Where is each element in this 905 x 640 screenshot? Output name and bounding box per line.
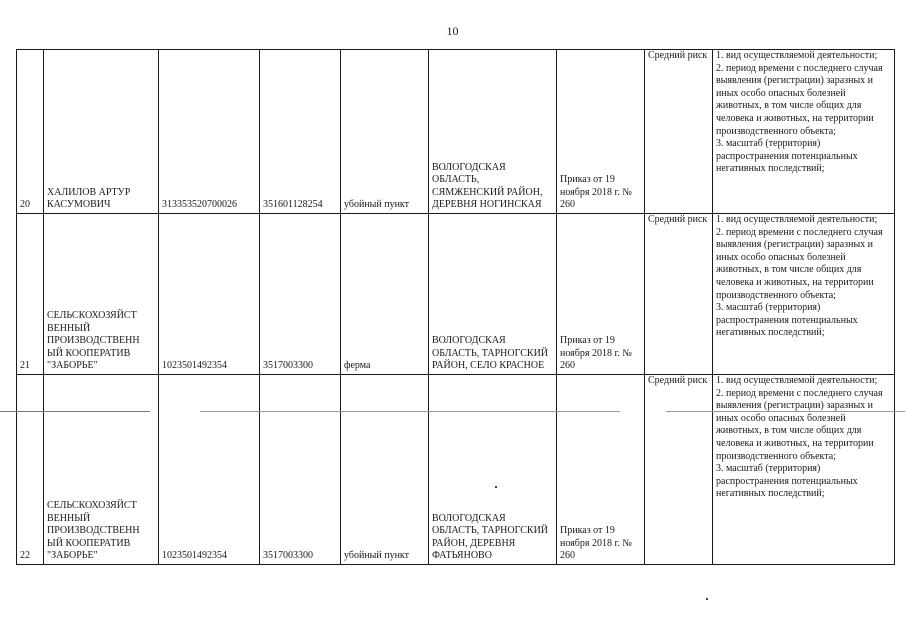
address-cell: ВОЛОГОДСКАЯ ОБЛАСТЬ, ТАРНОГСКИЙ РАЙОН, СЕЛО КРАСНОЕ: [429, 214, 557, 375]
address-cell: ВОЛОГОДСКАЯ ОБЛАСТЬ, ТАРНОГСКИЙ РАЙОН, ДЕРЕВНЯ ФАТЬЯНОВО: [429, 375, 557, 565]
criteria-item: 1. вид осуществляемой деятельности;: [716, 50, 878, 61]
table-row: [17, 375, 895, 565]
inn-cell: 351601128254: [260, 50, 341, 214]
address-cell: ВОЛОГОДСКАЯ ОБЛАСТЬ, СЯМЖЕНСКИЙ РАЙОН, ДЕРЕВНЯ НОГИНСКАЯ: [429, 50, 557, 214]
criteria-item: 2. период времени с последнего случая выявления (регистрации) заразных и иных особо опасных болезней животных, в том числе общих для человека и животных, на территории производственного объекта;: [716, 62, 883, 137]
ogrn-cell: 1023501492354: [159, 214, 260, 375]
risk-category-cell: Средний риск: [645, 375, 713, 565]
object-type-cell: убойный пункт: [341, 50, 429, 214]
ogrn-cell: 1023501492354: [159, 375, 260, 565]
criteria-item: 3. масштаб (территория) распространения потенциальных негативных последствий;: [716, 302, 858, 339]
table-row: [17, 50, 895, 214]
criteria-item: 2. период времени с последнего случая выявления (регистрации) заразных и иных особо опасных болезней животных, в том числе общих для человека и животных, на территории производственного объекта;: [716, 226, 883, 301]
scan-artifact-speck: [706, 598, 708, 600]
criteria-item: 1. вид осуществляемой деятельности;: [716, 214, 878, 225]
criteria-cell: [713, 214, 895, 375]
criteria-item: 3. масштаб (территория) распространения потенциальных негативных последствий;: [716, 463, 858, 500]
scan-artifact-speck: [495, 486, 497, 488]
criteria-item: 1. вид осуществляемой деятельности;: [716, 375, 878, 386]
row-number: 21: [17, 214, 44, 375]
order-cell: Приказ от 19 ноября 2018 г. № 260: [557, 375, 645, 565]
object-type-cell: ферма: [341, 214, 429, 375]
criteria-item: 3. масштаб (территория) распространения потенциальных негативных последствий;: [716, 138, 858, 175]
criteria-cell: [713, 50, 895, 214]
entity-name: СЕЛЬСКОХОЗЯЙСТ ВЕННЫЙ ПРОИЗВОДСТВЕНН ЫЙ КООПЕРАТИВ "ЗАБОРЬЕ": [44, 214, 159, 375]
scan-artifact-line: [0, 411, 150, 412]
row-number: 22: [17, 375, 44, 565]
page-number: 10: [446, 24, 459, 38]
risk-category-cell: Средний риск: [645, 50, 713, 214]
entity-name: СЕЛЬСКОХОЗЯЙСТ ВЕННЫЙ ПРОИЗВОДСТВЕНН ЫЙ КООПЕРАТИВ "ЗАБОРЬЕ": [44, 375, 159, 565]
object-type-cell: убойный пункт: [341, 375, 429, 565]
scan-artifact-line: [200, 411, 620, 412]
entity-name: ХАЛИЛОВ АРТУР КАСУМОВИЧ: [44, 50, 159, 214]
inn-cell: 3517003300: [260, 375, 341, 565]
table-row: [17, 214, 895, 375]
inn-cell: 3517003300: [260, 214, 341, 375]
order-cell: Приказ от 19 ноября 2018 г. № 260: [557, 50, 645, 214]
scan-artifact-line: [666, 411, 905, 412]
ogrn-cell: 313353520700026: [159, 50, 260, 214]
order-cell: Приказ от 19 ноября 2018 г. № 260: [557, 214, 645, 375]
risk-category-cell: Средний риск: [645, 214, 713, 375]
registry-table: [16, 49, 895, 565]
criteria-cell: [713, 375, 895, 565]
criteria-item: 2. период времени с последнего случая выявления (регистрации) заразных и иных особо опасных болезней животных, в том числе общих для человека и животных, на территории производственного объекта;: [716, 387, 883, 462]
row-number: 20: [17, 50, 44, 214]
